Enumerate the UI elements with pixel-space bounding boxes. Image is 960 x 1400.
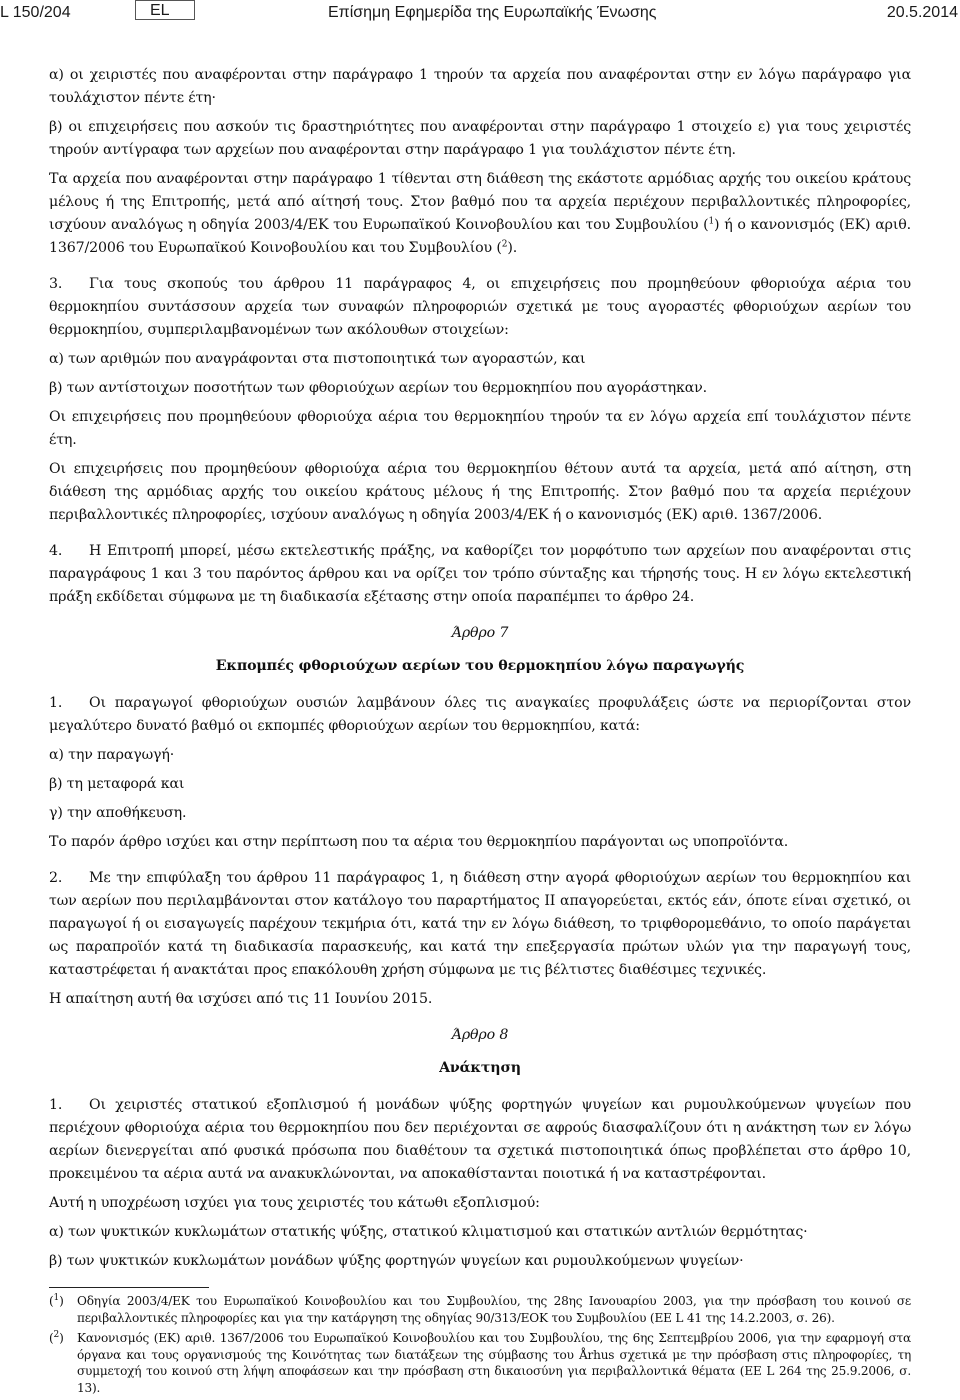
list-item: β) τη μεταφορά και — [49, 776, 185, 792]
document-body — [49, 64, 911, 1279]
article-number: Άρθρο 8 — [451, 1027, 509, 1043]
list-item: β) των αντίστοιχων ποσοτήτων των φθοριούχων αερίων του θερμοκηπίου που αγοράστηκαν. — [49, 380, 707, 396]
paragraph: Αυτή η υποχρέωση ισχύει για τους χειριστές του κάτωθι εξοπλισμού: — [49, 1195, 540, 1211]
paragraph: Οι επιχειρήσεις που προμηθεύουν φθοριούχα αέρια του θερμοκηπίου τηρούν τα εν λόγω αρχεία επί τουλάχιστον πέντε έτη. — [49, 409, 911, 448]
paragraph-number: 1. — [49, 695, 63, 711]
paragraph-text: Με την επιφύλαξη του άρθρου 11 παράγραφος 1, η διάθεση στην αγορά φθοριούχων αερίων του θερμοκηπίου και των αερίων που περιλαμβάνονται στον κατάλογο του παραρτήματος II απαγορεύεται, εκτός εάν, όποτε είναι σχετικό, οι παραγωγοί ή οι εισαγωγείς παρέχουν τεκμήρια ότι, κατά την εν λόγω διάθεση, το τριφθορομεθάνιο, το οποίο παράγεται ως παραπροϊόν κατά τη διαδικασία παρασκευής, και κατά την επεξεργασία πρώτων υλών για την παραγωγή τους, καταστρέφεται ή ανακτάται προς επακόλουθη χρήση σύμφωνα με τις βέλτιστες διαθέσιμες τεχνικές. — [49, 870, 911, 978]
page-header — [0, 0, 960, 40]
language-badge: EL — [135, 0, 195, 20]
numbered-paragraph — [49, 692, 911, 738]
list-item: α) την παραγωγή· — [49, 747, 175, 763]
footnote-ref[interactable]: 1 — [708, 216, 715, 227]
paragraph: Το παρόν άρθρο ισχύει και στην περίπτωση που τα αέρια του θερμοκηπίου παράγονται ως υποπροϊόντα. — [49, 834, 789, 850]
paragraph — [49, 168, 911, 260]
paragraph-number: 1. — [49, 1097, 63, 1113]
paragraph-text: Για τους σκοπούς του άρθρου 11 παράγραφος 4, οι επιχειρήσεις που προμηθεύουν φθοριούχα αέρια του θερμοκηπίου συντάσσουν αρχεία των συναφών πληροφοριών σχετικά με τους αγοραστές φθοριούχων αερίων του θερμοκηπίου, συμπεριλαμβανομένων των ακόλουθων στοιχείων: — [49, 276, 911, 338]
numbered-paragraph — [49, 867, 911, 982]
paragraph-text: ) ή ο κανονισμός (ΕΚ) αριθ. 1367/2006 του Ευρωπαϊκού Κοινοβουλίου και του Συμβουλίου ( — [49, 217, 911, 256]
footnote — [49, 1293, 911, 1326]
paragraph-number: 2. — [49, 870, 63, 886]
paragraph: Οι επιχειρήσεις που προμηθεύουν φθοριούχα αέρια του θερμοκηπίου θέτουν αυτά τα αρχεία, μετά από αίτηση, στη διάθεση της αρμόδιας αρχής του οικείου κράτους μέλους ή της Επιτροπής. Στον βαθμό που τα αρχεία περιέχουν περιβαλλοντικές πληροφορίες, ισχύουν αναλόγως η οδηγία 2003/4/ΕΚ ή ο κανονισμός (ΕΚ) αριθ. 1367/2006. — [49, 461, 911, 523]
footnotes — [49, 1293, 911, 1400]
paragraph-number: 4. — [49, 543, 63, 559]
numbered-paragraph — [49, 540, 911, 609]
article-title: Ανάκτηση — [439, 1060, 521, 1076]
list-item: α) των αριθμών που αναγράφονται στα πιστοποιητικά των αγοραστών, και — [49, 351, 586, 367]
footnote-text: Κανονισμός (ΕΚ) αριθ. 1367/2006 του Ευρωπαϊκού Κοινοβουλίου και του Συμβουλίου, της 6ης Σεπτεμβρίου 2006, για την εφαρμογή στα όργανα και τους οργανισμούς της Κοινότητας των διατάξεων της σύμβασης του Århus σχετικά με την πρόσβαση στις πληροφορίες, τη συμμετοχή του κοινού στη λήψη αποφάσεων και την πρόσβαση στη δικαιοσύνη για περιβαλλοντικά θέματα (ΕΕ L 264 της 25.9.2006, σ. 13). — [77, 1331, 911, 1395]
list-item: α) των ψυκτικών κυκλωμάτων στατικής ψύξης, στατικού κλιματισμού και στατικών αντλιών θερμότητας· — [49, 1224, 808, 1240]
footnote-ref[interactable]: 2 — [501, 239, 508, 250]
article-title: Εκπομπές φθοριούχων αερίων του θερμοκηπίου λόγω παραγωγής — [215, 658, 745, 674]
footnote-text: Οδηγία 2003/4/ΕΚ του Ευρωπαϊκού Κοινοβουλίου και του Συμβουλίου, της 28ης Ιανουαρίου 2003, για την πρόσβαση του κοινού σε περιβαλλοντικές πληροφορίες και για την κατάργηση της οδηγίας 90/313/ΕΟΚ του Συμβουλίου (ΕΕ L 41 της 14.2.2003, σ. 26). — [77, 1294, 911, 1325]
paragraph: α) οι χειριστές που αναφέρονται στην παράγραφο 1 τηρούν τα αρχεία που αναφέρονται στην εν λόγω παράγραφο για τουλάχιστον πέντε έτη· — [49, 67, 911, 106]
journal-title: Επίσημη Εφημερίδα της Ευρωπαϊκής Ένωσης — [328, 4, 657, 21]
footnote-divider — [49, 1287, 209, 1288]
paragraph-number: 3. — [49, 276, 63, 292]
paragraph-text: Οι παραγωγοί φθοριούχων ουσιών λαμβάνουν όλες τις αναγκαίες προφυλάξεις ώστε να περιορίζονται στον μεγαλύτερο δυνατό βαθμό οι εκπομπές φθοριούχων αερίων του θερμοκηπίου, κατά: — [49, 695, 911, 734]
paragraph: β) οι επιχειρήσεις που ασκούν τις δραστηριότητες που αναφέρονται στην παράγραφο 1 στοιχείο ε) για τους χειριστές τηρούν αντίγραφα των αρχείων που αναφέρονται στην παράγραφο 1 για τουλάχιστον πέντε έτη. — [49, 119, 911, 158]
footnote-mark: ($^2$) — [49, 1329, 64, 1345]
paragraph-text: ). — [507, 240, 518, 256]
paragraph-text: Τα αρχεία που αναφέρονται στην παράγραφο 1 τίθενται στη διάθεση της εκάστοτε αρμόδιας αρχής του οικείου κράτους μέλους ή της Επιτροπής, μετά από αίτησή τους. Στον βαθμό που τα αρχεία περιέχουν περιβαλλοντικές πληροφορίες, ισχύουν αναλόγως η οδηγία 2003/4/ΕΚ του Ευρωπαϊκού Κοινοβουλίου και του Συμβουλίου ( — [49, 171, 911, 233]
numbered-paragraph — [49, 273, 911, 342]
page-reference: L 150/204 — [0, 4, 71, 21]
publication-date: 20.5.2014 — [886, 4, 958, 21]
paragraph-text: Η Επιτροπή μπορεί, μέσω εκτελεστικής πράξης, να καθορίζει τον μορφότυπο των αρχείων που αναφέρονται στις παραγράφους 1 και 3 του παρόντος άρθρου και να ορίζει τον τρόπο σύνταξης και τήρησής τους. Η εν λόγω εκτελεστική πράξη εκδίδεται σύμφωνα με τη διαδικασία εξέτασης στην οποία παραπέμπει το άρθρο 24. — [49, 543, 911, 605]
list-item: β) των ψυκτικών κυκλωμάτων μονάδων ψύξης φορτηγών ψυγείων και ρυμουλκούμενων ψυγείων· — [49, 1253, 744, 1269]
paragraph: Η απαίτηση αυτή θα ισχύσει από τις 11 Ιουνίου 2015. — [49, 991, 433, 1007]
footnote — [49, 1330, 911, 1396]
footnote-mark: ($^1$) — [49, 1292, 64, 1308]
article-number: Άρθρο 7 — [451, 625, 509, 641]
numbered-paragraph — [49, 1094, 911, 1186]
paragraph-text: Οι χειριστές στατικού εξοπλισμού ή μονάδων ψύξης φορτηγών ψυγείων και ρυμουλκούμενων ψυγείων που περιέχουν φθοριούχα αέρια του θερμοκηπίου που δεν περιέχονται σε αφρούς διασφαλίζουν ότι η ανάκτηση των εν λόγω αερίων διενεργείται από φυσικά πρόσωπα που διαθέτουν τα σχετικά πιστοποιητικά όπως προβλέπεται στο άρθρο 10, προκειμένου τα αέρια αυτά να ανακυκλώνονται, να αποκαθίστανται ποιοτικά ή να καταστρέφονται. — [49, 1097, 911, 1182]
list-item: γ) την αποθήκευση. — [49, 805, 187, 821]
